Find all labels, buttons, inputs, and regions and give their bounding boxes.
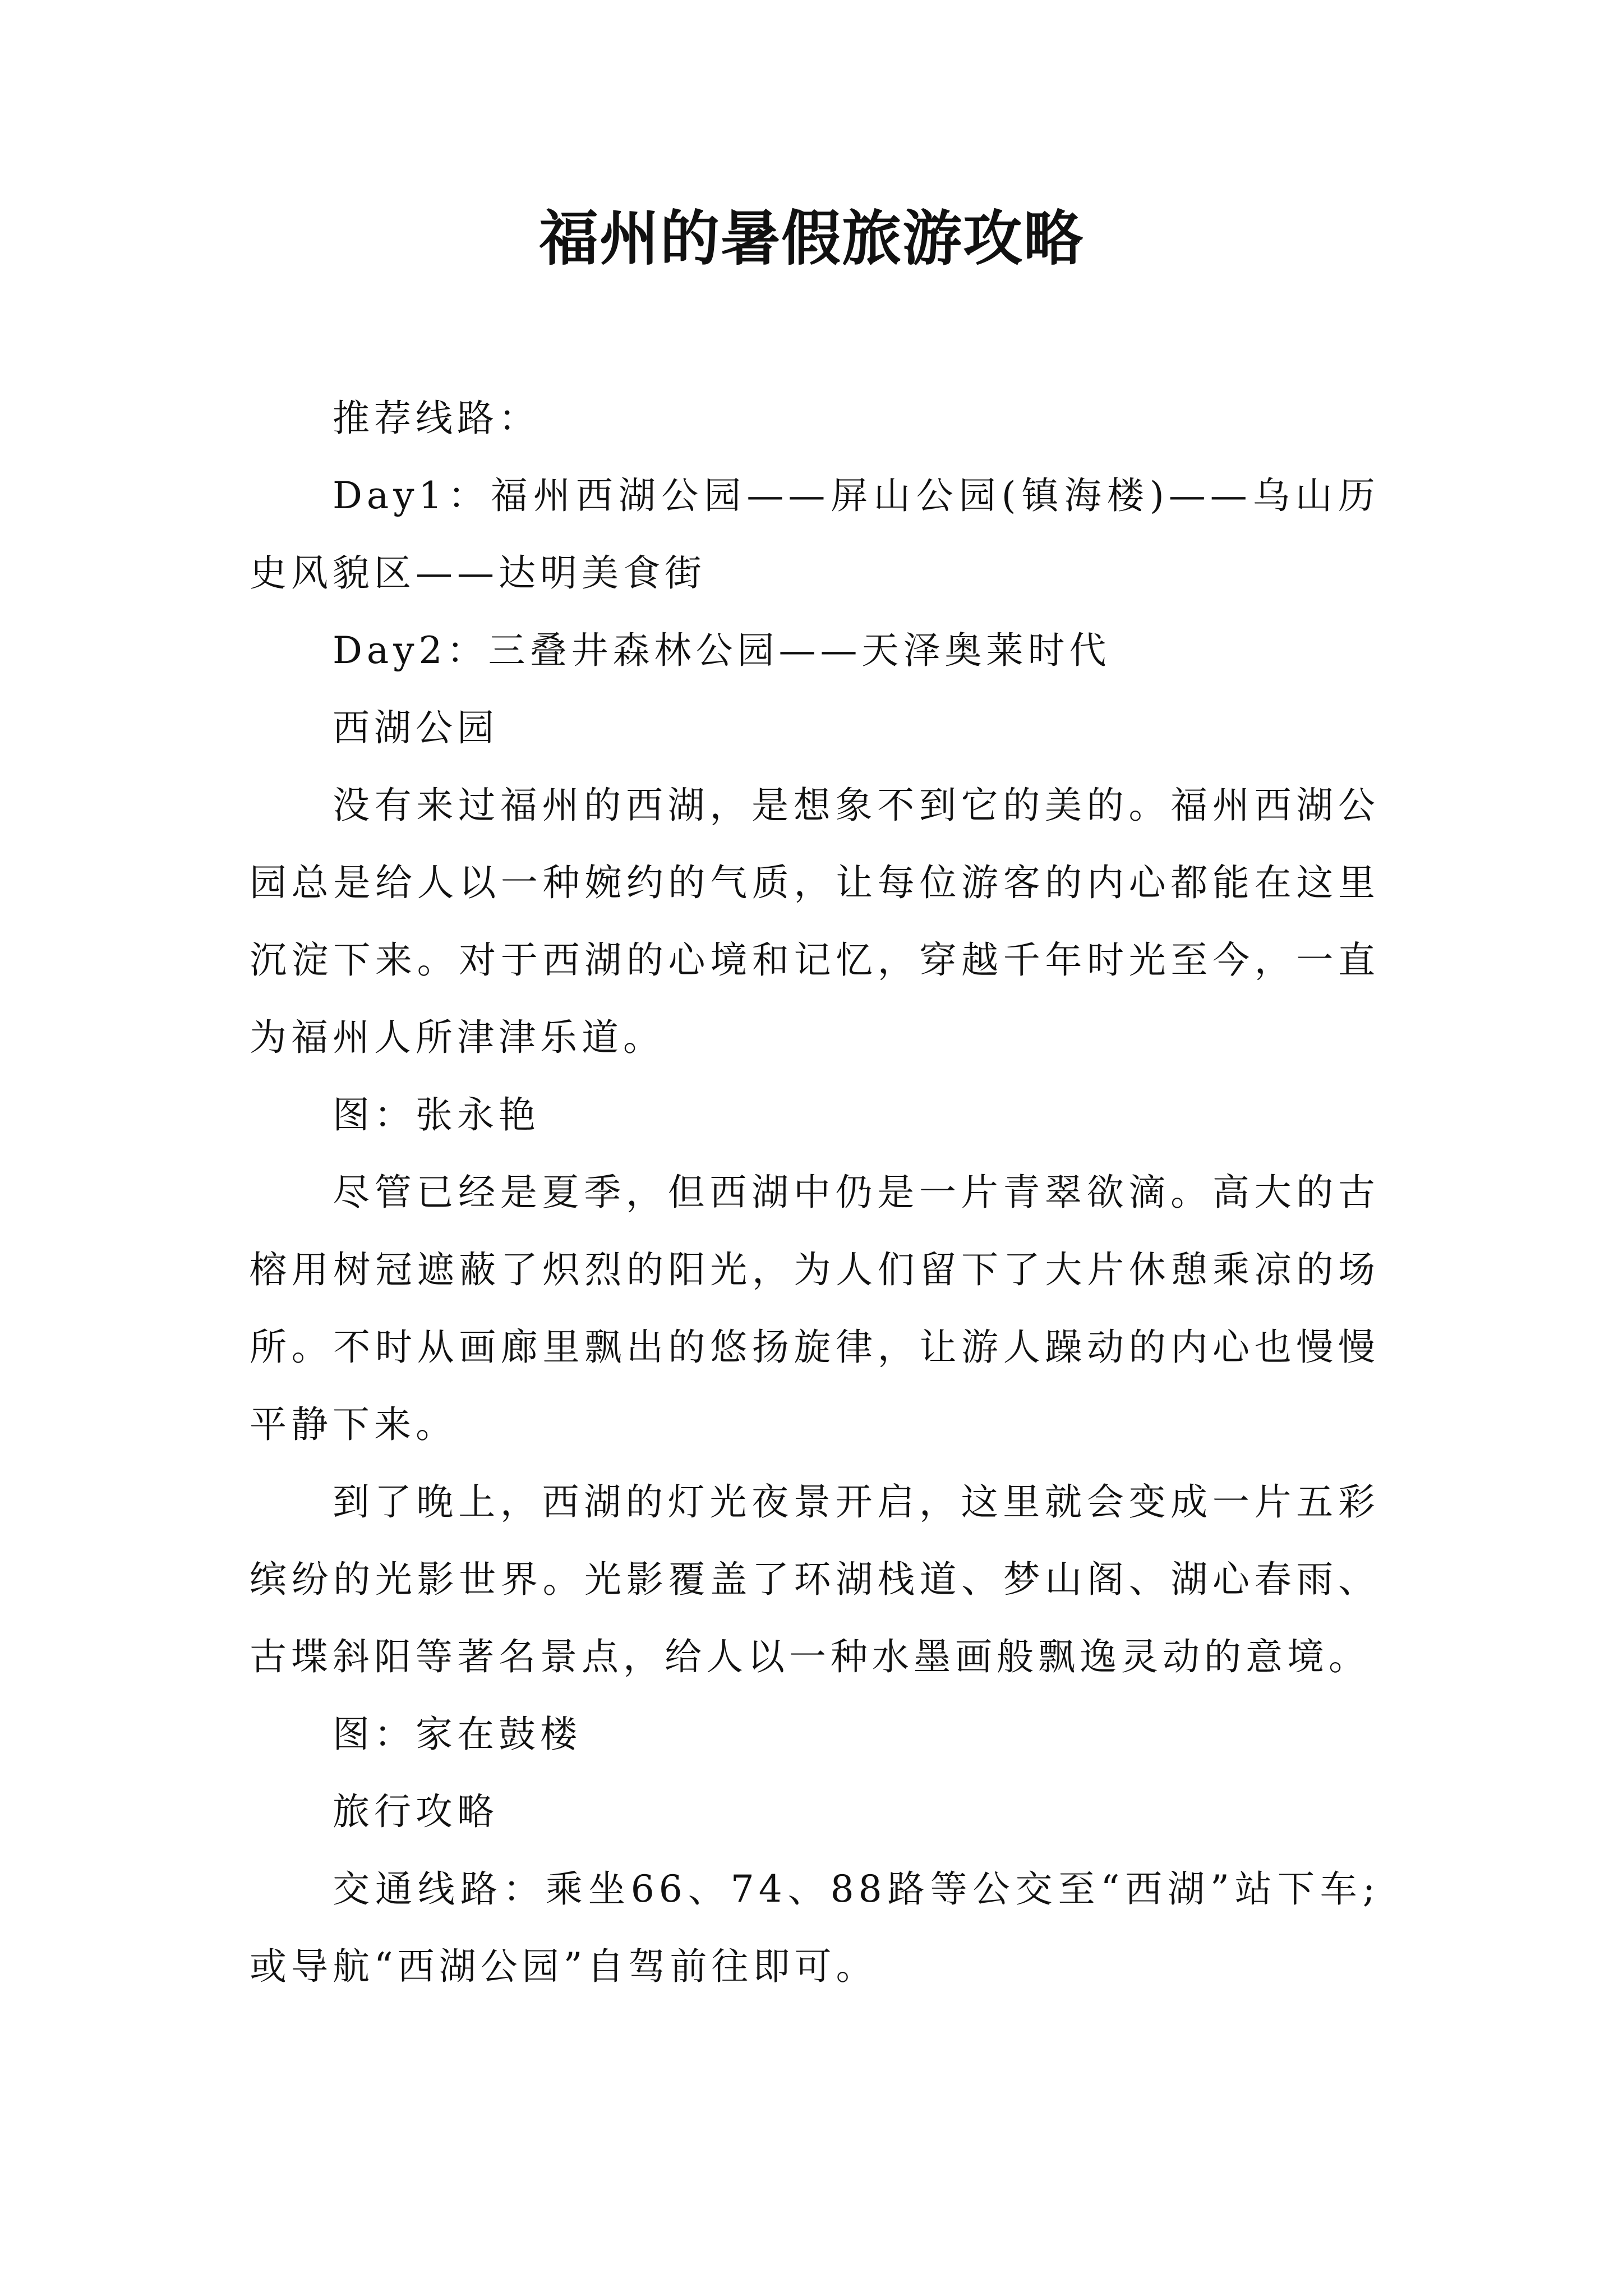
- document-body: [250, 380, 1380, 2005]
- paragraph-intro: 没有来过福州的西湖，是想象不到它的美的。福州西湖公园总是给人以一种婉约的气质，让每位游客的内心都能在这里沉淀下来。对于西湖的心境和记忆，穿越千年时光至今，一直为福州人所津津乐道。: [250, 784, 1380, 1059]
- page-title: 福州的暑假旅游攻略: [539, 203, 1084, 273]
- day1-route: Day1：福州西湖公园——屏山公园(镇海楼)——乌山历史风貌区——达明美食街: [250, 474, 1380, 595]
- photo-credit-1: 图：张永艳: [333, 1093, 540, 1137]
- section-heading-west-lake: 西湖公园: [333, 706, 499, 749]
- paragraph-night: 到了晚上，西湖的灯光夜景开启，这里就会变成一片五彩缤纷的光影世界。光影覆盖了环湖栈道、梦山阁、湖心春雨、古堞斜阳等著名景点，给人以一种水墨画般飘逸灵动的意境。: [250, 1480, 1380, 1678]
- day2-route: Day2：三叠井森林公园——天泽奥莱时代: [333, 629, 1111, 672]
- route-heading: 推荐线路：: [333, 397, 540, 440]
- paragraph-transport: 交通线路：乘坐66、74、88路等公交至“西湖”站下车;或导航“西湖公园”自驾前往即可。: [250, 1867, 1380, 1988]
- section-heading-travel-guide: 旅行攻略: [333, 1790, 499, 1833]
- photo-credit-2: 图：家在鼓楼: [333, 1713, 582, 1756]
- paragraph-summer: 尽管已经是夏季，但西湖中仍是一片青翠欲滴。高大的古榕用树冠遮蔽了炽烈的阳光，为人们留下了大片休憩乘凉的场所。不时从画廊里飘出的悠扬旋律，让游人躁动的内心也慢慢平静下来。: [250, 1171, 1380, 1446]
